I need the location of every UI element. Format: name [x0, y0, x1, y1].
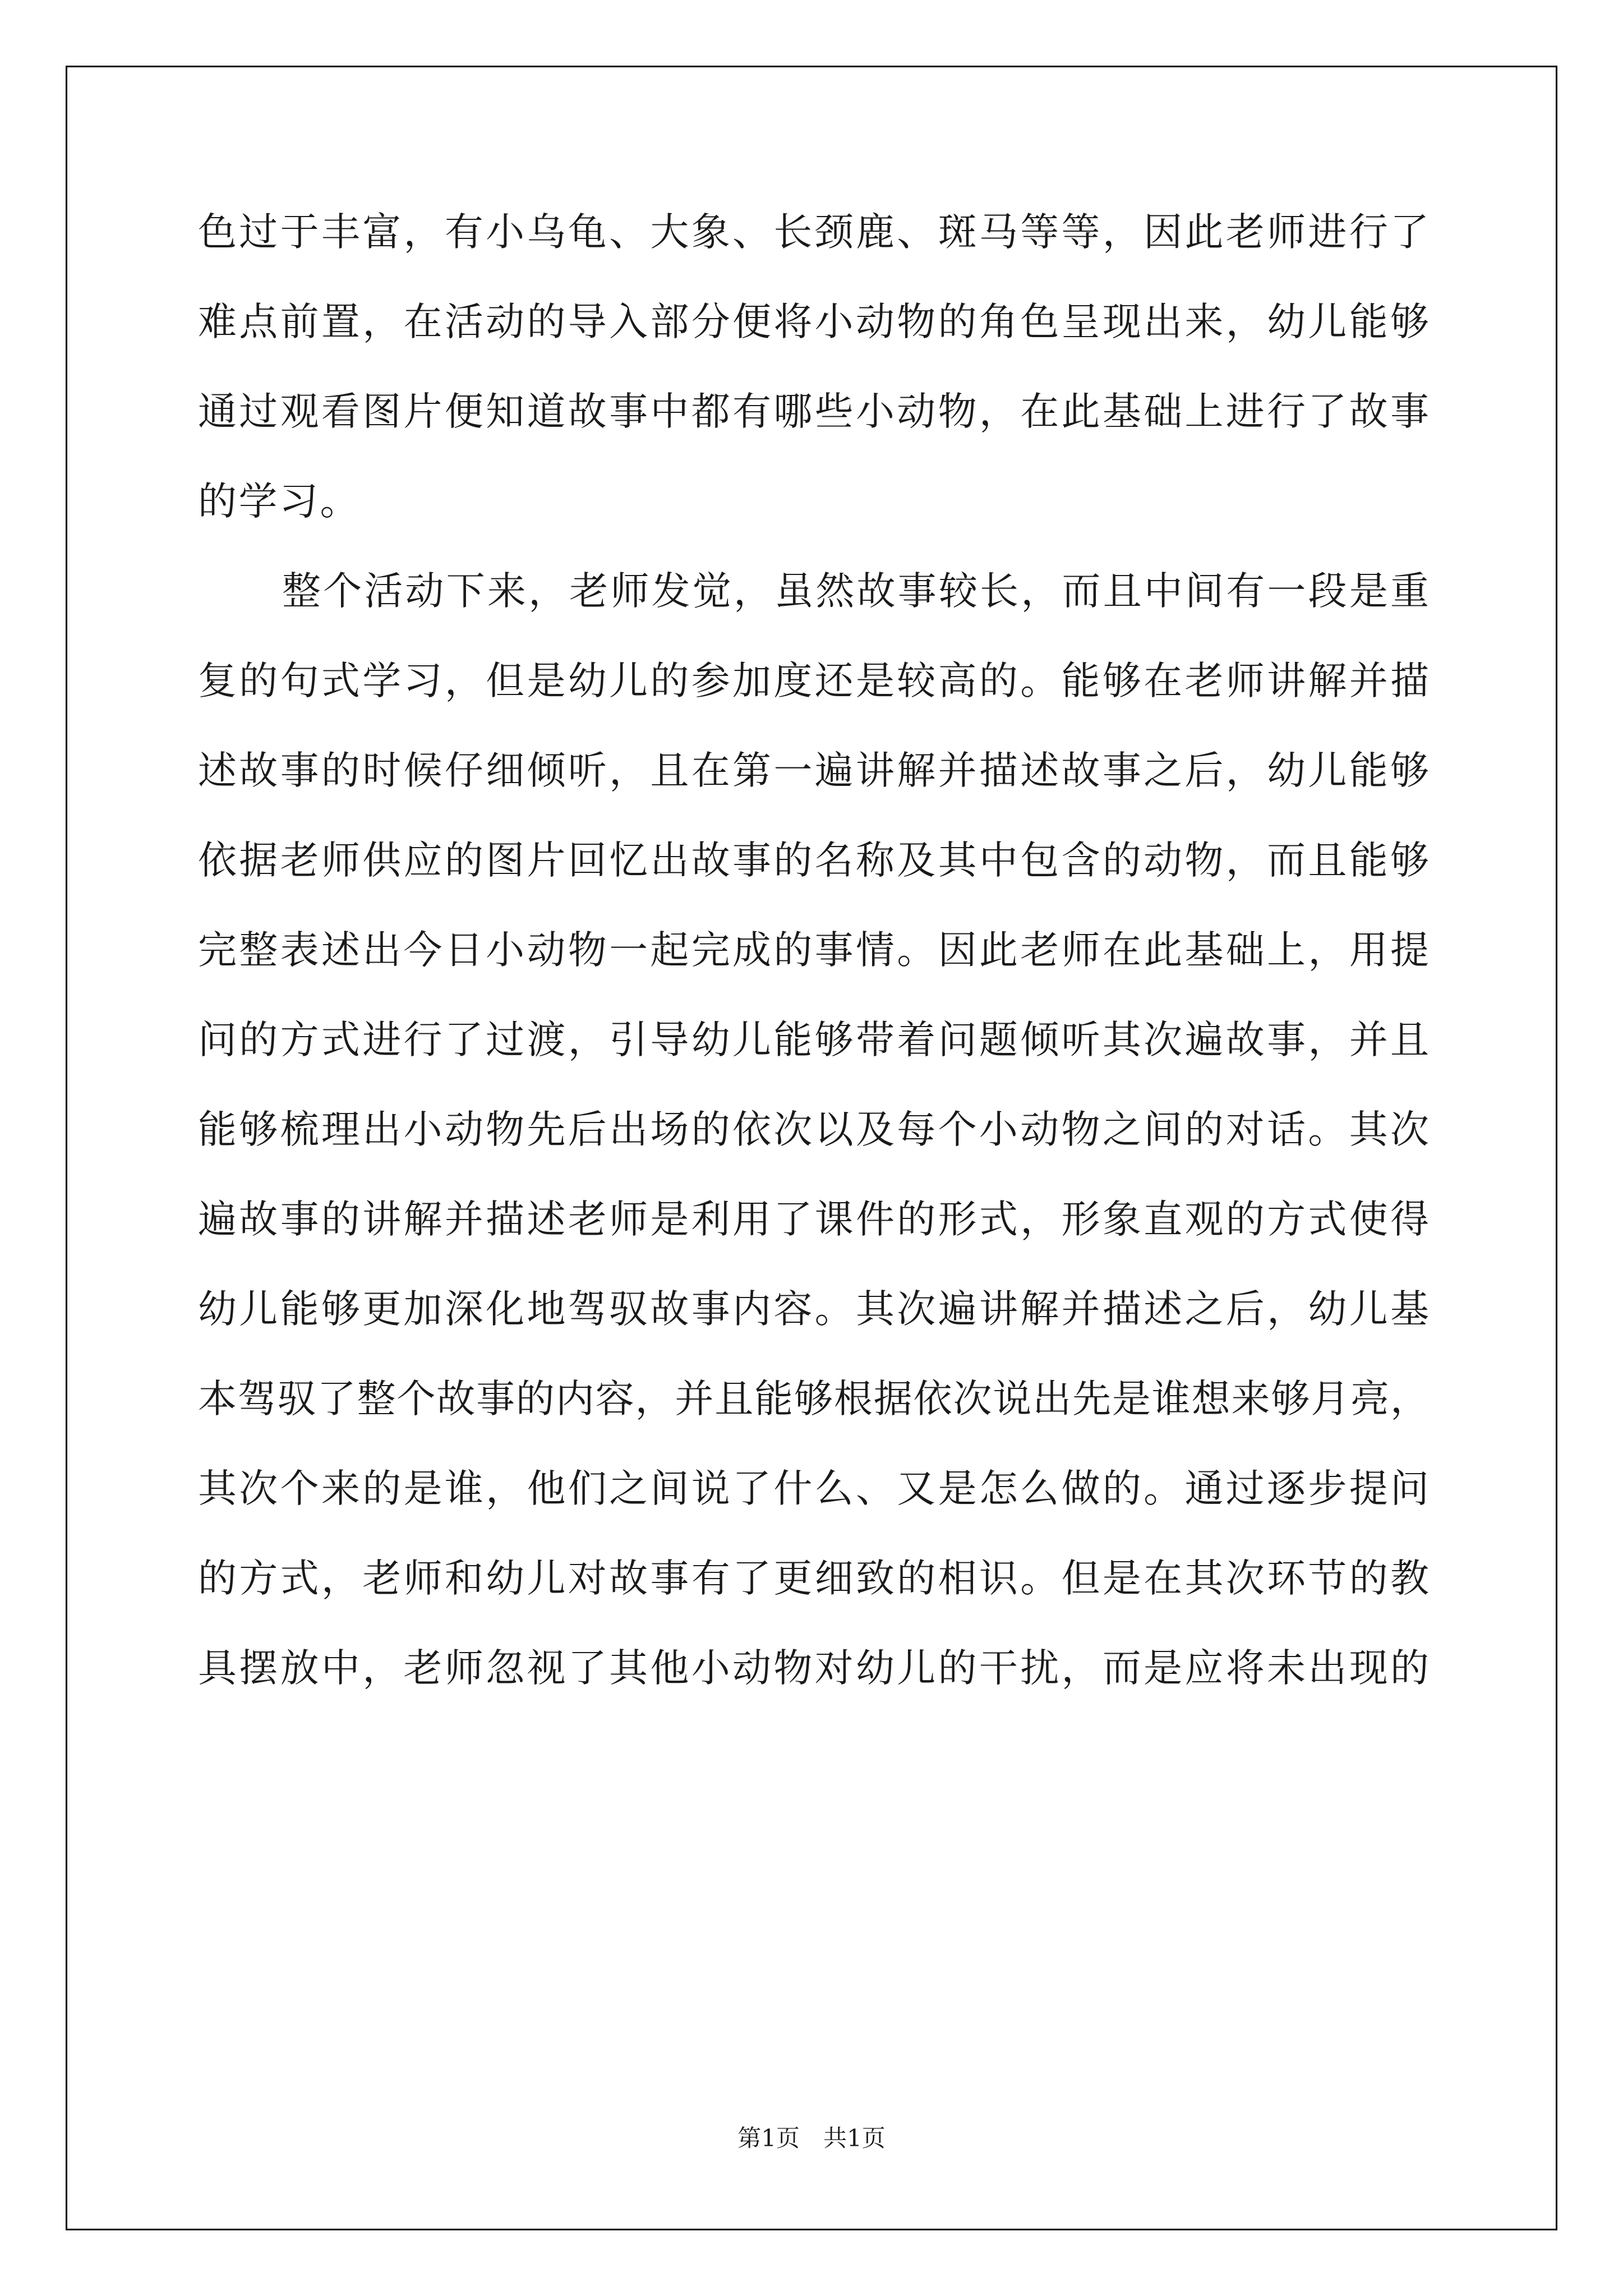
text-line: 述故事的时候仔细倾听，且在第一遍讲解并描述故事之后，幼儿能够	[198, 748, 1429, 793]
text-line: 完整表述出今日小动物一起完成的事情。因此老师在此基础上，用提	[198, 928, 1429, 973]
text-line: 难点前置，在活动的导入部分便将小动物的角色呈现出来，幼儿能够	[198, 300, 1429, 344]
text-line: 色过于丰富，有小乌龟、大象、长颈鹿、斑马等等，因此老师进行了	[198, 210, 1429, 255]
text-line: 的方式，老师和幼儿对故事有了更细致的相识。但是在其次环节的教	[198, 1556, 1429, 1601]
text-line: 能够梳理出小动物先后出场的依次以及每个小动物之间的对话。其次	[198, 1107, 1429, 1152]
text-line: 具摆放中，老师忽视了其他小动物对幼儿的干扰，而是应将未出现的	[198, 1646, 1429, 1691]
text-line: 的学习。	[198, 479, 361, 524]
text-line: 本驾驭了整个故事的内容，并且能够根据依次说出先是谁想来够月亮，	[198, 1377, 1429, 1421]
text-line: 幼儿能够更加深化地驾驭故事内容。其次遍讲解并描述之后，幼儿基	[198, 1287, 1429, 1332]
text-line: 通过观看图片便知道故事中都有哪些小动物，在此基础上进行了故事	[198, 389, 1429, 434]
text-line: 问的方式进行了过渡，引导幼儿能够带着问题倾听其次遍故事，并且	[198, 1018, 1429, 1062]
paragraph-first-line: 整个活动下来，老师发觉，虽然故事较长，而且中间有一段是重	[282, 569, 1429, 614]
text-line: 复的句式学习，但是幼儿的参加度还是较高的。能够在老师讲解并描	[198, 659, 1429, 703]
text-line: 遍故事的讲解并描述老师是利用了课件的形式，形象直观的方式使得	[198, 1197, 1429, 1242]
text-line: 其次个来的是谁，他们之间说了什么、又是怎么做的。通过逐步提问	[198, 1466, 1429, 1511]
page-number-footer: 第1页 共1页	[737, 2124, 886, 2152]
text-line: 依据老师供应的图片回忆出故事的名称及其中包含的动物，而且能够	[198, 838, 1429, 883]
